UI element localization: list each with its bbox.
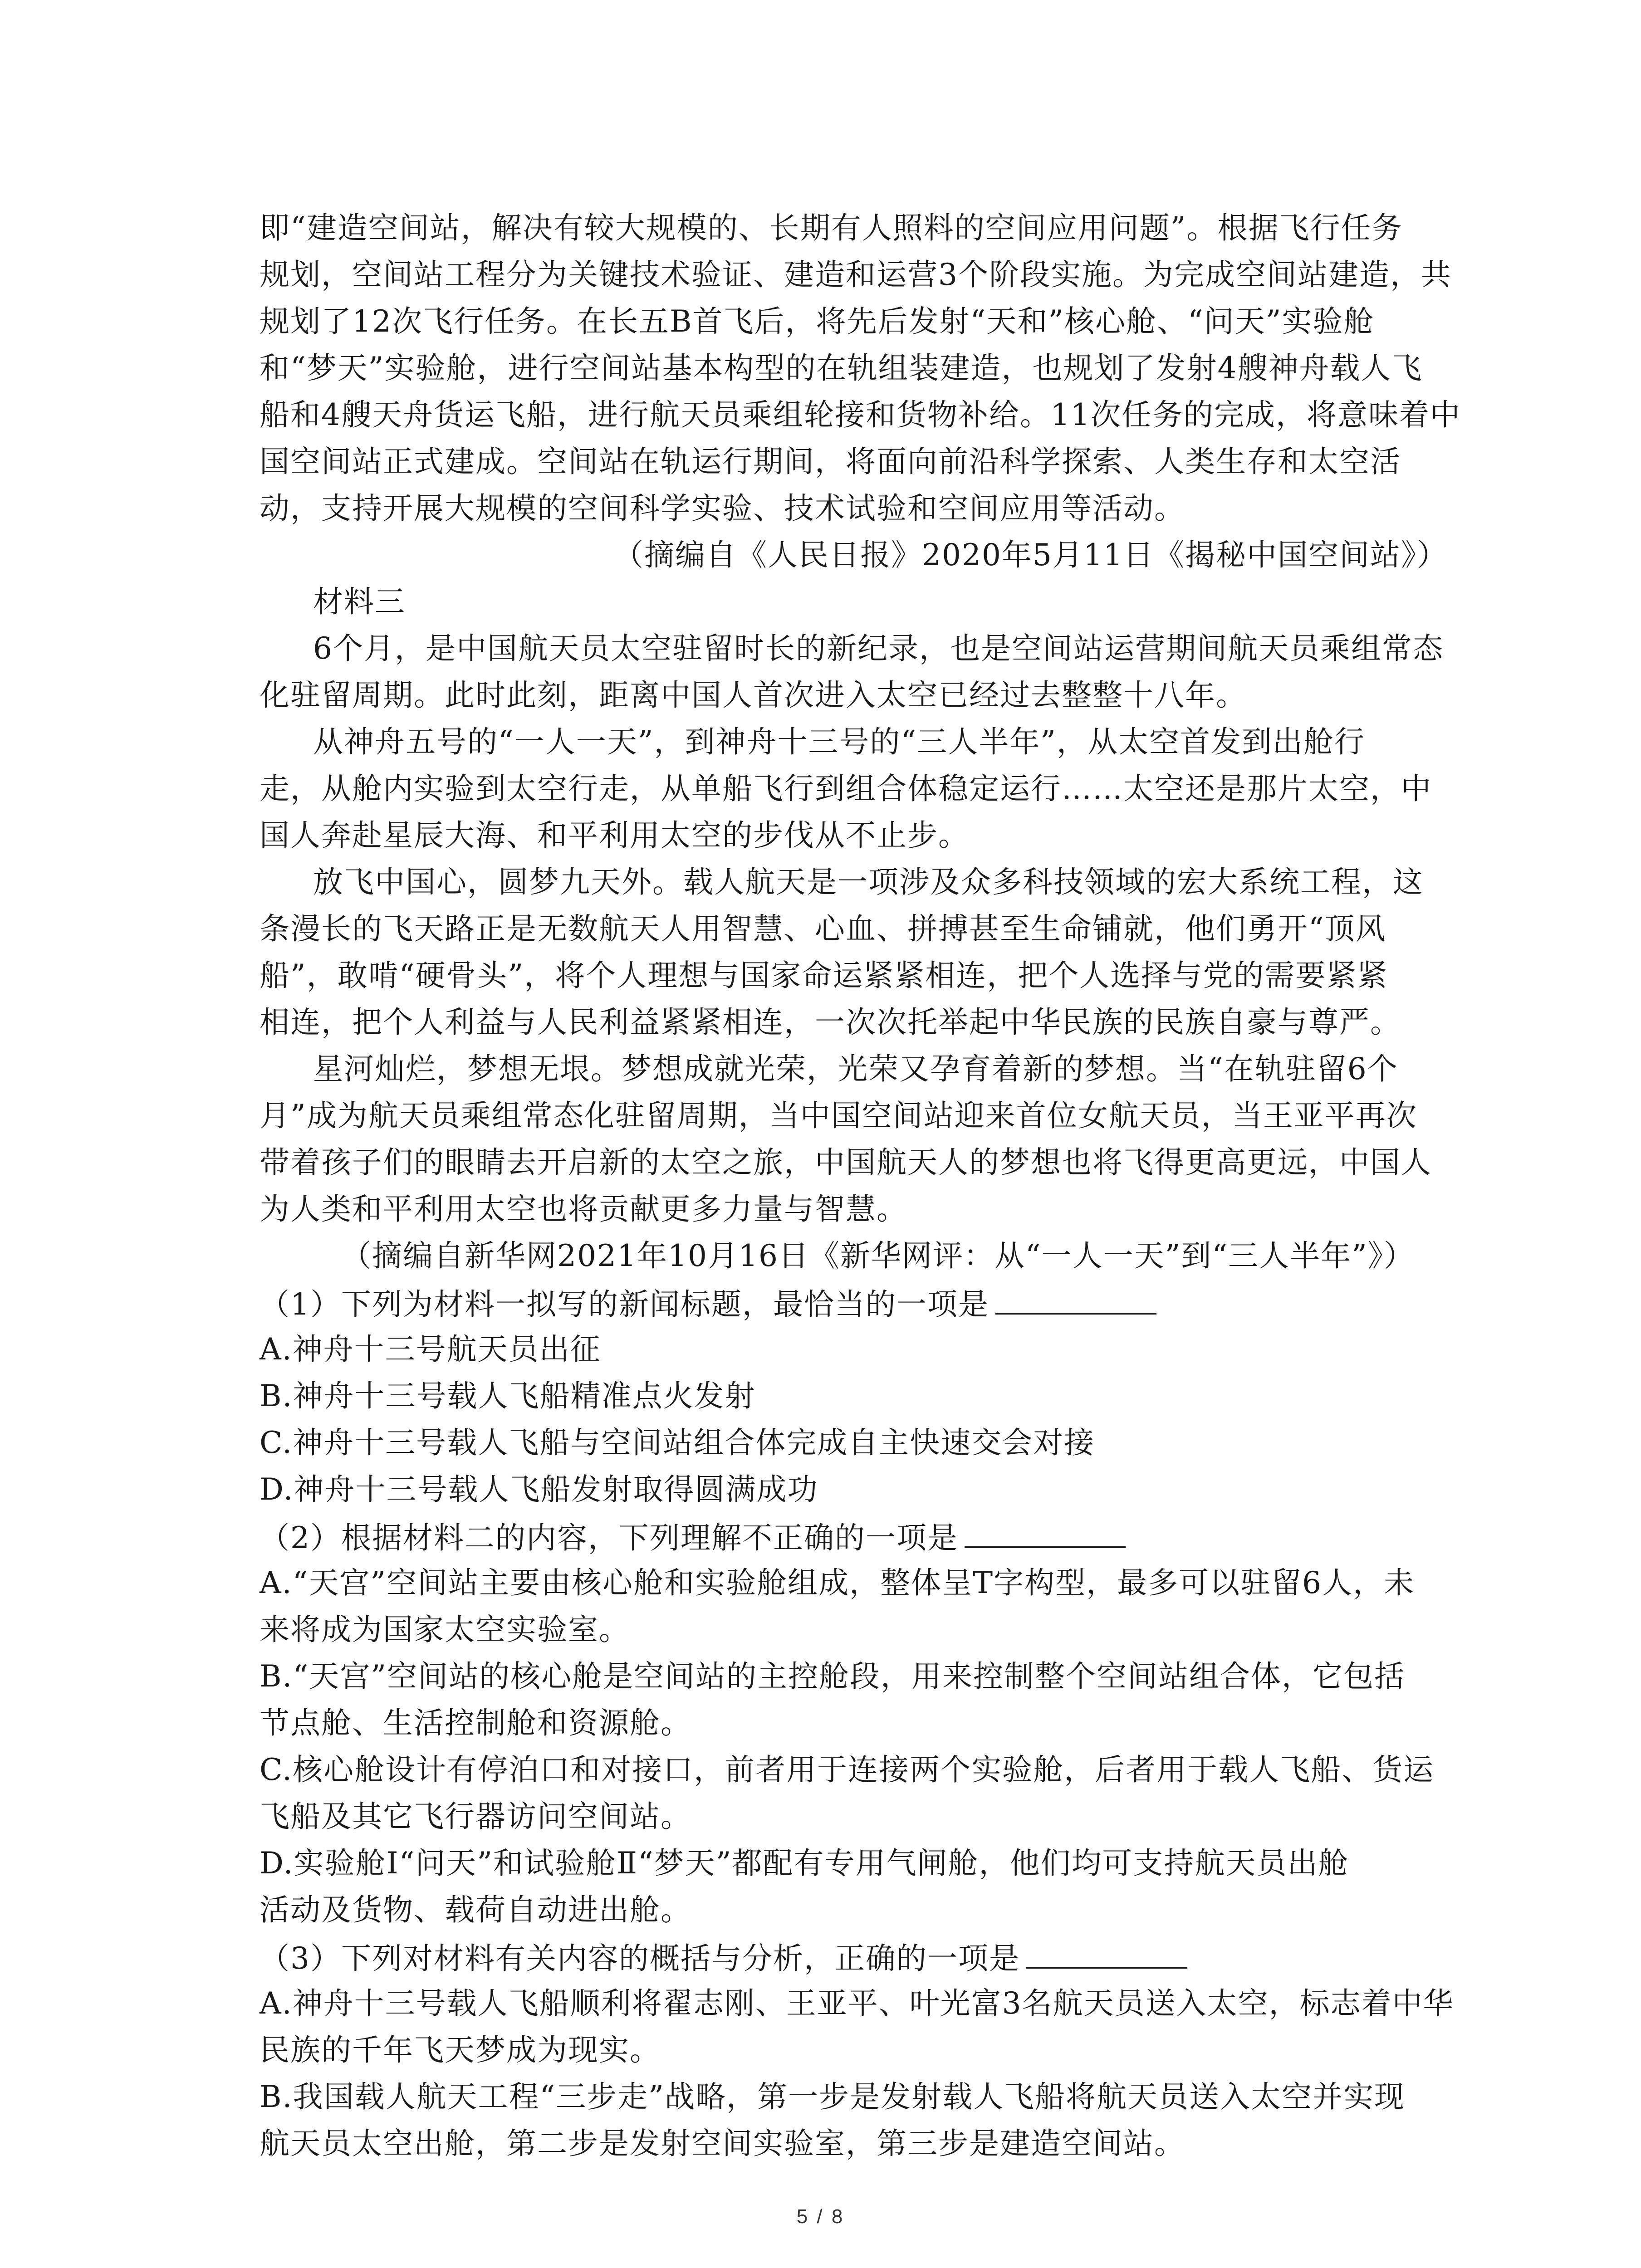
text-line: 从神舟五号的“一人一天”，到神舟十三号的“三人半年”，从太空首发到出舱行 [313,724,1365,759]
option-b: B.“天宫”空间站的核心舱是空间站的主控舱段，用来控制整个空间站组合体，它包括 [260,1659,1405,1694]
option-d: D.实验舱Ⅰ“问天”和试验舱Ⅱ“梦天”都配有专用气闸舱，他们均可支持航天员出舱 [260,1846,1349,1881]
option-a: A.神舟十三号航天员出征 [260,1332,601,1367]
text-line: 国空间站正式建成。空间站在轨运行期间，将面向前沿科学探索、人类生存和太空活 [260,444,1401,479]
question-3 [260,1935,1187,1979]
question-1-stem: （1）下列为材料一拟写的新闻标题，最恰当的一项是 [260,1287,989,1322]
text-line: 规划了12次飞行任务。在长五B首飞后，将先后发射“天和”核心舱、“问天”实验舱 [260,304,1375,339]
source-citation: （摘编自《人民日报》2020年5月11日《揭秘中国空间站》） [613,538,1448,572]
source-citation: （摘编自新华网2021年10月16日《新华网评：从“一人一天”到“三人半年”》） [341,1238,1415,1273]
text-line: 来将成为国家太空实验室。 [260,1612,630,1647]
option-c: C.神舟十三号载人飞船与空间站组合体完成自主快速交会对接 [260,1425,1095,1460]
text-line: 星河灿烂，梦想无垠。梦想成就光荣，光荣又孕育着新的梦想。当“在轨驻留6个 [313,1051,1398,1086]
text-line: 和“梦天”实验舱，进行空间站基本构型的在轨组装建造，也规划了发射4艘神舟载人飞 [260,351,1423,386]
option-a: A.“天宫”空间站主要由核心舱和实验舱组成，整体呈T字构型，最多可以驻留6人，未 [260,1565,1415,1600]
answer-blank [965,1515,1126,1548]
question-2-stem: （2）根据材料二的内容，下列理解不正确的一项是 [260,1520,958,1555]
text-line: 6个月，是中国航天员太空驻留时长的新纪录，也是空间站运营期间航天员乘组常态 [313,631,1444,666]
text-line: 条漫长的飞天路正是无数航天人用智慧、心血、拼搏甚至生命铺就，他们勇开“顶风 [260,911,1386,946]
text-line: 船”，敢啃“硬骨头”，将个人理想与国家命运紧紧相连，把个人选择与党的需要紧紧 [260,958,1388,993]
text-line: 月”成为航天员乘组常态化驻留周期，当中国空间站迎来首位女航天员，当王亚平再次 [260,1098,1417,1133]
question-2 [260,1515,1126,1558]
option-b: B.神舟十三号载人飞船精准点火发射 [260,1378,756,1413]
question-1 [260,1281,1156,1325]
page-number: 5 / 8 [796,2205,845,2228]
option-d: D.神舟十三号载人飞船发射取得圆满成功 [260,1472,818,1507]
text-line: 即“建造空间站，解决有较大规模的、长期有人照料的空间应用问题”。根据飞行任务 [260,210,1403,245]
text-line: 放飞中国心，圆梦九天外。载人航天是一项涉及众多科技领域的宏大系统工程，这 [313,865,1424,899]
text-line: 相连，把个人利益与人民利益紧紧相连，一次次托举起中华民族的民族自豪与尊严。 [260,1005,1401,1040]
text-line: 节点舱、生活控制舱和资源舱。 [260,1706,691,1740]
answer-blank [995,1281,1156,1315]
text-line: 规划，空间站工程分为关键技术验证、建造和运营3个阶段实施。为完成空间站建造，共 [260,257,1452,292]
option-b: B.我国载人航天工程“三步走”战略，第一步是发射载人飞船将航天员送入太空并实现 [260,2079,1405,2114]
text-line: 航天员太空出舱，第二步是发射空间实验室，第三步是建造空间站。 [260,2126,1185,2161]
text-line: 船和4艘天舟货运飞船，进行航天员乘组轮接和货物补给。11次任务的完成，将意味着中 [260,397,1461,432]
text-line: 活动及货物、载荷自动进出舱。 [260,1892,691,1927]
question-3-stem: （3）下列对材料有关内容的概括与分析，正确的一项是 [260,1941,1020,1976]
text-line: 为人类和平利用太空也将贡献更多力量与智慧。 [260,1192,907,1227]
option-c: C.核心舱设计有停泊口和对接口，前者用于连接两个实验舱，后者用于载人飞船、货运 [260,1752,1435,1787]
option-a: A.神舟十三号载人飞船顺利将翟志刚、王亚平、叶光富3名航天员送入太空，标志着中华 [260,1986,1454,2021]
text-line: 走，从舱内实验到太空行走，从单船飞行到组合体稳定运行……太空还是那片太空，中 [260,771,1432,806]
text-line: 飞船及其它飞行器访问空间站。 [260,1799,691,1834]
text-line: 带着孩子们的眼睛去开启新的太空之旅，中国航天人的梦想也将飞得更高更远，中国人 [260,1145,1432,1180]
answer-blank [1026,1935,1187,1969]
text-line: 动，支持开展大规模的空间科学实验、技术试验和空间应用等活动。 [260,491,1185,526]
text-line: 化驻留周期。此时此刻，距离中国人首次进入太空已经过去整整十八年。 [260,678,1247,713]
text-line: 国人奔赴星辰大海、和平利用太空的步伐从不止步。 [260,818,969,853]
text-line: 民族的千年飞天梦成为现实。 [260,2033,661,2068]
section-heading: 材料三 [313,584,406,619]
